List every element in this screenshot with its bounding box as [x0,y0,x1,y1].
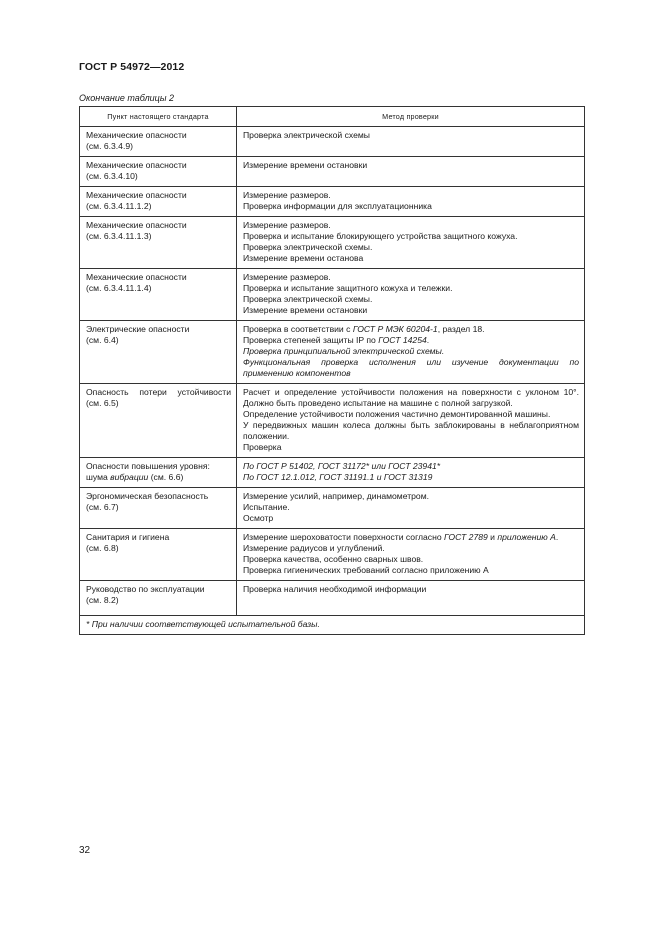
method-line: Измерение времени останова [243,253,364,263]
method-line: Измерение времени остановки [243,160,368,170]
clause-title: Механические опасности [86,130,187,140]
clause-title: Механические опасности [86,190,187,200]
method-cell [237,269,585,321]
table-row [80,581,585,616]
clause-title: Электрические опасности [86,324,190,334]
method-cell [237,488,585,529]
method-line: Проверка и испытание блокирующего устройства защитного кожуха. [243,231,518,241]
table-row [80,321,585,384]
clause-cell [80,384,237,458]
method-line: Расчет и определение устойчивости положения на поверхности с уклоном 10°. Должно быть проведено испытание на машине с полной загрузкой. [243,387,579,408]
clause-title: Механические опасности [86,220,187,230]
clause-cell [80,187,237,217]
clause-title: Санитария и гигиена [86,532,170,542]
clause-title: Механические опасности [86,272,187,282]
method-line: Проверка электрической схемы. [243,242,373,252]
method-cell [237,217,585,269]
table-caption: Окончание таблицы 2 [79,93,174,103]
method-line: Измерение размеров. [243,272,331,282]
method-line: По ГОСТ 12.1.012, ГОСТ 31191.1 и ГОСТ 31319 [243,472,433,482]
method-line: Проверка степеней защиты IP по ГОСТ 14254. [243,335,430,345]
clause-title: Опасность потери устойчивости (см. 6.5) [86,387,231,408]
method-line: Проверка электрической схемы [243,130,370,140]
clause-cell [80,581,237,616]
clause-ref: (см. 6.8) [86,543,119,553]
clause-ref: (см. 6.3.4.11.1.4) [86,283,152,293]
clause-cell [80,269,237,321]
table-header-row [80,107,585,127]
document-id: ГОСТ Р 54972—2012 [79,61,185,73]
method-line: Функциональная проверка исполнения или изучение документации по применению компонентов [243,357,579,378]
method-cell [237,321,585,384]
table-row [80,384,585,458]
clause-cell [80,321,237,384]
method-line: Измерение усилий, например, динамометром. [243,491,429,501]
method-line: Осмотр [243,513,274,523]
method-line: Проверка и испытание защитного кожуха и тележки. [243,283,453,293]
clause-ref: (см. 6.4) [86,335,119,345]
standard-ref: ГОСТ Р МЭК 60204-1 [352,324,438,334]
clause-cell [80,157,237,187]
method-line: Измерение радиусов и углублений. [243,543,385,553]
table-row [80,269,585,321]
clause-title: Механические опасности [86,160,187,170]
method-cell [237,384,585,458]
verification-methods-table [79,106,585,635]
clause-cell [80,488,237,529]
clause-title: Эргономическая безопасность [86,491,209,501]
clause-ref: (см. 6.3.4.10) [86,171,138,181]
method-cell [237,581,585,616]
clause-cell [80,458,237,488]
method-line: Измерение размеров. [243,190,331,200]
annex-ref: приложению А [497,532,556,542]
method-line: Проверка качества, особенно сварных швов. [243,554,424,564]
standard-ref: ГОСТ 2789 [444,532,488,542]
clause-ref: (см. 8.2) [86,595,119,605]
table-row [80,217,585,269]
table-row [80,488,585,529]
table-row [80,127,585,157]
clause-cell [80,217,237,269]
method-line: Измерение времени остановки [243,305,368,315]
clause-ref: шума вибрации (см. 6.6) [86,472,184,482]
table-footnote-row [80,616,585,635]
table-row [80,157,585,187]
method-cell [237,127,585,157]
method-line: Проверка в соответствии с ГОСТ Р МЭК 60204-1, раздел 18. [243,324,485,334]
method-cell [237,529,585,581]
method-line: У передвижных машин колеса должны быть заблокированы в неблагоприятном положении. [243,420,579,441]
method-line: Проверка наличия необходимой информации [243,584,427,594]
method-line: По ГОСТ Р 51402, ГОСТ 31172* или ГОСТ 23941* [243,461,441,471]
clause-ref: (см. 6.3.4.11.1.2) [86,201,152,211]
column-header-clause: Пункт настоящего стандарта [80,107,237,127]
clause-ref: (см. 6.3.4.9) [86,141,133,151]
clause-cell [80,127,237,157]
method-line: Определение устойчивости положения частично демонтированной машины. [243,409,551,419]
clause-title: Руководство по эксплуатации [86,584,205,594]
method-line: Проверка электрической схемы. [243,294,373,304]
method-cell [237,157,585,187]
method-line: Проверка [243,442,282,452]
method-line: Проверка гигиенических требований согласно приложению А [243,565,489,575]
clause-ref: (см. 6.7) [86,502,119,512]
method-line: Измерение размеров. [243,220,331,230]
clause-ref: (см. 6.3.4.11.1.3) [86,231,152,241]
clause-title: Опасности повышения уровня: [86,461,210,471]
table-row [80,458,585,488]
method-line: Проверка принципиальной электрической схемы. [243,346,445,356]
page-number: 32 [79,845,91,856]
method-line: Проверка информации для эксплуатационника [243,201,432,211]
method-cell [237,187,585,217]
standard-ref: ГОСТ 14254 [378,335,427,345]
method-line: Измерение шероховатости поверхности согласно ГОСТ 2789 и приложению А. [243,532,559,542]
table-row [80,529,585,581]
table-row [80,187,585,217]
method-line: Испытание. [243,502,290,512]
table-footnote: * При наличии соответствующей испытательной базы. [80,616,585,635]
method-cell [237,458,585,488]
column-header-method: Метод проверки [237,107,585,127]
clause-cell [80,529,237,581]
